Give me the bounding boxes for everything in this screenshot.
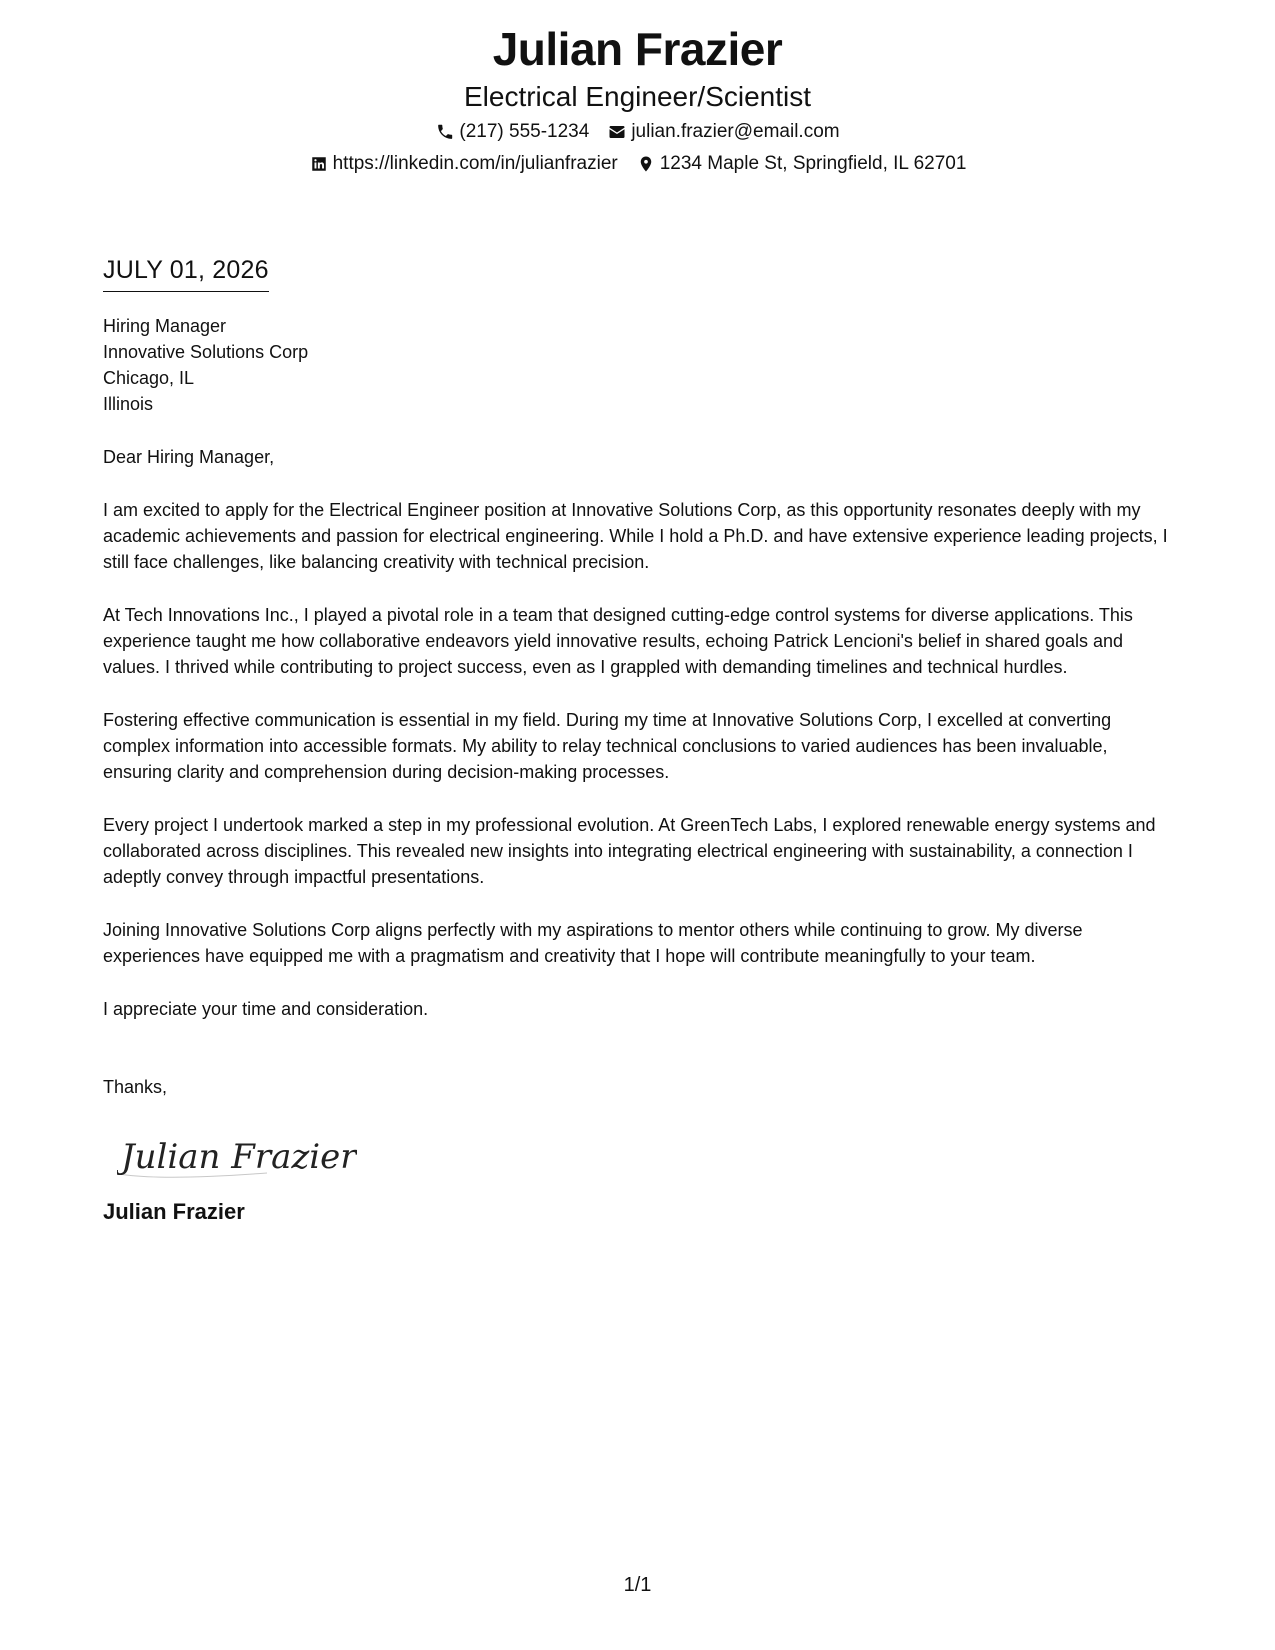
applicant-name: Julian Frazier (492, 23, 783, 75)
linkedin-contact[interactable] (309, 152, 618, 176)
letter-paragraph: Every project I undertook marked a step in my professional evolution. At GreenTech Labs, I explored renewable energy systems and collaborated across disciplines. This revealed new insights into integrating electrical engineering with sustainability, a connection I adeptly convey through impactful presentations. (103, 815, 1156, 887)
street-address: 1234 Maple St, Springfield, IL 62701 (659, 153, 967, 174)
letter-paragraph: I appreciate your time and consideration. (103, 999, 429, 1019)
letter-body (103, 254, 1178, 1226)
signature-text: Julian Frazier (121, 1137, 357, 1177)
page-number: 1/1 (623, 1574, 652, 1596)
recipient-line: Innovative Solutions Corp (103, 342, 309, 362)
linkedin-url: https://linkedin.com/in/julianfrazier (332, 153, 618, 174)
map-pin-icon (636, 154, 656, 174)
applicant-title: Electrical Engineer/Scientist (463, 81, 812, 112)
contact-row-secondary (0, 152, 1275, 176)
recipient-block (103, 313, 1178, 417)
phone-icon (435, 122, 455, 142)
salutation: Dear Hiring Manager, (103, 447, 275, 467)
address-contact (636, 152, 967, 176)
signer-name: Julian Frazier (103, 1199, 245, 1224)
letter-header (0, 18, 1275, 176)
recipient-line: Hiring Manager (103, 316, 227, 336)
letter-paragraph: At Tech Innovations Inc., I played a pivotal role in a team that designed cutting-edge control systems for diverse applications. This experience taught me how collaborative endeavors yield innovative results, echoing Patrick Lencioni's belief in shared goals and values. I thrived while contributing to project success, even as I grappled with demanding timelines and technical hurdles. (103, 605, 1133, 677)
letter-paragraph: Joining Innovative Solutions Corp aligns perfectly with my aspirations to mentor others while continuing to grow. My diverse experiences have equipped me with a pragmatism and creativity that I hope will contribute meaningfully to your team. (103, 920, 1083, 966)
contact-row-primary (0, 120, 1275, 144)
handwritten-signature (117, 1124, 357, 1184)
letter-date: JULY 01, 2026 (103, 254, 269, 292)
email-address: julian.frazier@email.com (631, 121, 840, 142)
phone-number: (217) 555-1234 (459, 121, 590, 142)
recipient-line: Illinois (103, 394, 154, 414)
phone-contact[interactable] (435, 120, 589, 144)
closing: Thanks, (103, 1077, 168, 1097)
recipient-line: Chicago, IL (103, 368, 195, 388)
letter-paragraph: Fostering effective communication is essential in my field. During my time at Innovative Solutions Corp, I excelled at converting complex information into accessible formats. My ability to relay technical conclusions to varied audiences has been invaluable, ensuring clarity and comprehension during decision-making processes. (103, 710, 1112, 782)
letter-paragraph: I am excited to apply for the Electrical Engineer position at Innovative Solutions Corp, as this opportunity resonates deeply with my academic achievements and passion for electrical engineering. While I hold a Ph.D. and have extensive experience leading projects, I still face challenges, like balancing creativity with technical precision. (103, 500, 1168, 572)
email-contact[interactable] (607, 120, 839, 144)
linkedin-icon (309, 154, 329, 174)
envelope-icon (607, 122, 627, 142)
